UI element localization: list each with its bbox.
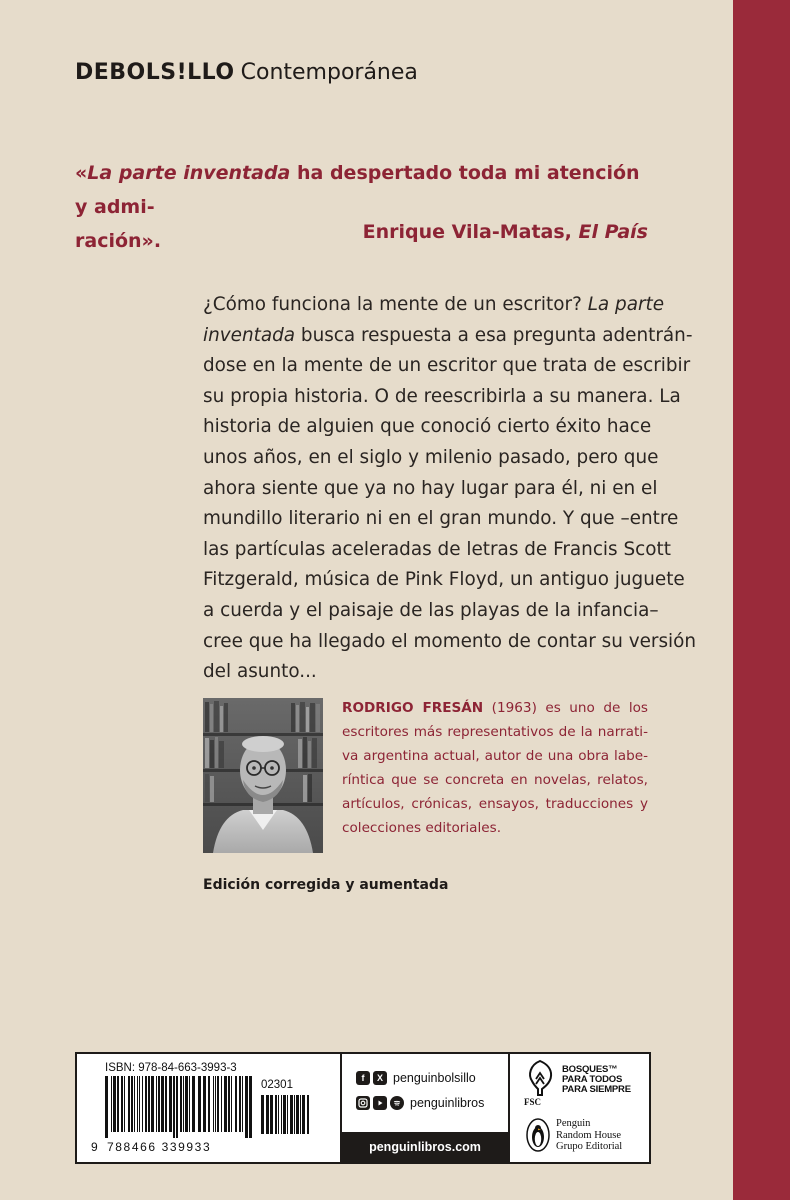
barcode-bar [266,1095,269,1134]
barcode-bar [142,1076,143,1132]
barcode-bar [189,1076,190,1132]
barcode-bar [137,1076,138,1132]
quote-book-title: La parte inventada [87,162,291,184]
fsc-slogan: BOSQUES™ PARA TODOS PARA SIEMPRE [562,1064,631,1095]
barcode-bar [169,1076,172,1132]
barcode-bar [124,1076,125,1132]
synopsis-line: historia de alguien que conoció cierto éxito hace [203,416,652,438]
barcode-bar [239,1076,241,1132]
barcode-bar [134,1076,135,1132]
barcode-bar [145,1076,147,1132]
barcode-bar [294,1095,295,1134]
barcode-bar [176,1076,178,1138]
social-handle[interactable]: penguinlibros [410,1096,485,1110]
barcode-bar [131,1076,133,1132]
facebook-icon[interactable]: f [356,1071,370,1085]
isbn-barcode [103,1076,253,1138]
barcode-bar [235,1076,237,1132]
social-panel [342,1054,508,1162]
barcode-bar [151,1076,154,1132]
barcode-bar [198,1076,201,1132]
barcode-bar [111,1076,112,1132]
synopsis-line: dose en la mente de un escritor que trata de escribir [203,355,691,377]
x-icon[interactable]: X [373,1071,387,1085]
barcode-bar [300,1095,301,1134]
barcode-bar [287,1095,288,1134]
barcode-bar [117,1076,119,1132]
barcode-bar [249,1076,252,1138]
bio-line: colecciones editoriales. [342,820,502,836]
barcode-bar [296,1095,299,1134]
author-name: RODRIGO FRESÁN [342,700,484,716]
barcode-bar [161,1076,164,1132]
barcode-digits: 788466 339933 [107,1140,212,1154]
barcode-first-digit: 9 [91,1140,98,1154]
barcode-bar [270,1095,273,1134]
collection-name: Contemporánea [240,60,418,85]
barcode-bar [139,1076,140,1132]
barcode-bar [242,1076,243,1132]
social-row-2 [356,1096,484,1110]
synopsis-line: Fitzgerald, música de Pink Floyd, un antiguo juguete [203,569,685,591]
barcode-bar [283,1095,286,1134]
quote-attribution [75,215,648,249]
barcode-bar [128,1076,130,1132]
quote-text-line2: ración». [75,230,162,252]
barcode-bar [217,1076,219,1132]
quote-author: Enrique Vila-Matas, [362,221,579,243]
synopsis [203,290,697,688]
isbn-label: ISBN: 978-84-663-3993-3 [105,1062,237,1074]
website-link[interactable]: penguinlibros.com [342,1132,508,1162]
synopsis-line: inventada busca respuesta a esa pregunta adentrán- [203,324,693,346]
quote-source: El País [578,221,648,243]
barcode-bar [228,1076,230,1132]
spotify-icon[interactable] [390,1096,404,1110]
barcode-bar [261,1095,264,1134]
bio-line: escritores más representativos de la narrati- [342,724,648,740]
barcode-bar [281,1095,282,1134]
quote-open-mark: « [75,162,88,184]
barcode-bar [192,1076,195,1132]
bio-line: artículos, crónicas, ensayos, traducciones y [342,796,648,812]
barcode-bar [185,1076,188,1132]
social-row-1 [356,1071,476,1085]
bio-line: RODRIGO FRESÁN (1963) es uno de los [342,700,648,716]
barcode-bar [180,1076,182,1132]
back-cover-info-box [75,1052,651,1164]
author-photo [203,698,323,853]
barcode-bar [203,1076,206,1132]
barcode-bar [208,1076,210,1132]
barcode-bar [231,1076,232,1132]
barcode-bar [113,1076,116,1132]
synopsis-line: del asunto... [203,661,317,683]
barcode-bar [165,1076,167,1132]
author-bio [342,696,648,840]
barcode-bar [224,1076,227,1132]
synopsis-line: ¿Cómo funciona la mente de un escritor? La parte [203,294,665,315]
quote-text-line1: ha despertado toda mi atención y admi- [75,162,640,218]
barcode-bar [173,1076,175,1138]
spine-band [733,0,790,1200]
edition-note: Edición corregida y aumentada [203,877,449,893]
price-code: 02301 [261,1079,293,1091]
synopsis-line: su propia historia. O de reescribirla a su manera. La [203,385,681,407]
bio-line: ríntica que se concreta en novelas, relatos, [342,772,648,788]
barcode-bar [158,1076,160,1132]
barcode-bar [307,1095,309,1134]
synopsis-line: ahora siente que ya no hay lugar para él, ni en el [203,477,658,499]
synopsis-line: mundillo literario ni en el gran mundo. Y que –entre [203,508,679,530]
instagram-icon[interactable] [356,1096,370,1110]
bio-line: va argentina actual, autor de una obra labe- [342,748,648,764]
penguin-logo-icon [526,1118,550,1152]
barcode-bar [213,1076,214,1132]
barcode-bar [221,1076,222,1132]
barcode-bar [302,1095,305,1134]
synopsis-line: las partículas aceleradas de letras de Francis Scott [203,538,671,560]
barcode-bar [245,1076,248,1138]
barcode-bar [290,1095,293,1134]
brand-name: DEBOLS!LLO [75,60,235,85]
prh-imprint: Penguin Random House Grupo Editorial [556,1118,623,1152]
synopsis-line: a cuerda y el paisaje de las playas de la infancia– [203,599,659,621]
barcode-bar [121,1076,123,1132]
barcode-bar [148,1076,150,1132]
barcode-bar [156,1076,157,1132]
barcode-bar [183,1076,184,1132]
synopsis-line: cree que ha llegado el momento de contar su versión [203,630,697,652]
social-handle[interactable]: penguinbolsillo [393,1071,476,1085]
synopsis-line: unos años, en el siglo y milenio pasado, pero que [203,446,659,468]
barcode-bar [278,1095,279,1134]
logos-panel [510,1054,649,1162]
barcode-bar [105,1076,108,1138]
barcode-bar [215,1076,216,1132]
fsc-label: FSC [524,1097,542,1107]
youtube-icon[interactable] [373,1096,387,1110]
addon-barcode [259,1095,313,1140]
barcode-bar [275,1095,277,1134]
publisher-logo [75,60,418,85]
fsc-tree-icon [524,1059,556,1097]
barcode-panel [77,1054,340,1162]
